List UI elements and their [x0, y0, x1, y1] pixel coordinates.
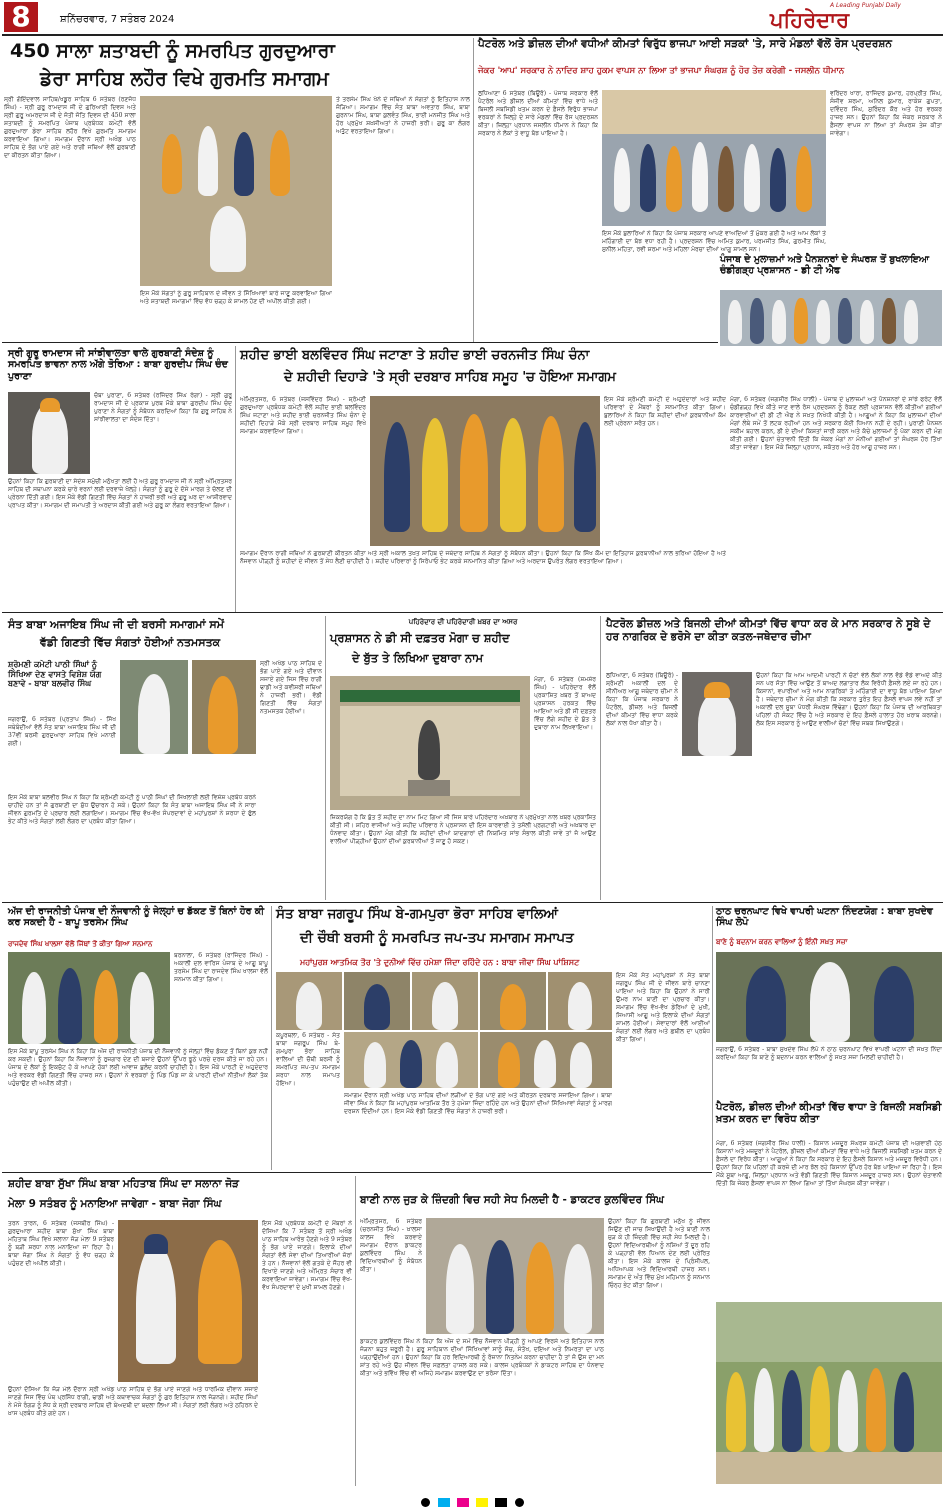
photo-jagroop-6 — [344, 1032, 478, 1088]
dateline: ਸ਼ਨਿੱਚਰਵਾਰ, 7 ਸਤੰਬਰ 2024 — [60, 14, 175, 25]
print-registration-marks — [0, 1492, 945, 1507]
article-body: ਇਸ ਮੌਕੇ ਸ਼੍ਰੋਮਣੀ ਕਮੇਟੀ ਦੇ ਅਹੁਦੇਦਾਰਾਂ ਅਤੇ ਸ਼ਹੀਦ ਪਰਿਵਾਰਾਂ ਦੇ ਮੈਂਬਰਾਂ ਨੂੰ ਸਨਮਾਨਿਤ ਕੀਤਾ ਗਿਆ। ਬੁਲਾਰਿਆਂ ਨੇ ਕਿਹਾ ਕਿ ਸ਼ਹੀਦਾਂ ਦੀਆਂ ਕੁਰਬਾਨੀਆਂ ਕੌਮ ਲਈ ਪ੍ਰੇਰਨਾ ਸਰੋਤ ਹਨ। — [604, 396, 726, 427]
subhead-thath: ਬਾਣੇ ਨੂੰ ਬਦਨਾਮ ਕਰਨ ਵਾਲਿਆਂ ਨੂੰ ਇੰਨੀ ਸਖ਼ਤ ਸਜ਼ਾ — [716, 938, 848, 946]
article-body: ਤਰਨ ਤਾਰਨ, 6 ਸਤੰਬਰ (ਜਸਬੀਰ ਸਿੰਘ) - ਗੁਰਦੁਆਰਾ ਸ਼ਹੀਦ ਬਾਬਾ ਸੁੱਖਾ ਸਿੰਘ ਬਾਬਾ ਮਹਿਤਾਬ ਸਿੰਘ ਵਿਖੇ ਸਲਾਨਾ ਜੋੜ ਮੇਲਾ 9 ਸਤੰਬਰ ਨੂੰ ਬੜੀ ਸ਼ਰਧਾ ਨਾਲ ਮਨਾਇਆ ਜਾ ਰਿਹਾ ਹੈ। ਬਾਬਾ ਜੋਗਾ ਸਿੰਘ ਨੇ ਸੰਗਤਾਂ ਨੂੰ ਵੱਧ ਚੜ੍ਹ ਕੇ ਪਹੁੰਚਣ ਦੀ ਅਪੀਲ ਕੀਤੀ। — [8, 1220, 114, 1267]
headline-jagroop-1: ਸੰਤ ਬਾਬਾ ਜਗਰੂਪ ਸਿੰਘ ਬੇ-ਗਮਪੁਰਾ ਭੋਰਾ ਸਾਹਿਬ ਵਾਲਿਆਂ — [276, 906, 558, 922]
kicker-moga: ਪਹਿਰੇਦਾਰ ਦੀ ਪਹਿਰੇਦਾਰੀ ਖ਼ਬਰ ਦਾ ਅਸਰ — [408, 618, 518, 626]
section-rule — [2, 902, 943, 903]
article-body: ਜ਼ਿਕਰਯੋਗ ਹੈ ਕਿ ਬੁੱਤ ਤੋਂ ਸ਼ਹੀਦ ਦਾ ਨਾਮ ਮਿਟ ਗਿਆ ਸੀ ਜਿਸ ਬਾਰੇ ਪਹਿਰੇਦਾਰ ਅਖ਼ਬਾਰ ਨੇ ਪ੍ਰਮੁੱਖਤਾ ਨਾਲ ਖ਼ਬਰ ਪ੍ਰਕਾਸ਼ਿਤ ਕੀਤੀ ਸੀ। ਸ਼ਹਿਰ ਵਾਸੀਆਂ ਅਤੇ ਸ਼ਹੀਦ ਪਰਿਵਾਰ ਨੇ ਪ੍ਰਸ਼ਾਸਨ ਦੀ ਇਸ ਕਾਰਵਾਈ ਤੇ ਤਸੱਲੀ ਪ੍ਰਗਟਾਈ ਅਤੇ ਅਖ਼ਬਾਰ ਦਾ ਧੰਨਵਾਦ ਕੀਤਾ। ਉਹਨਾਂ ਮੰਗ ਕੀਤੀ ਕਿ ਸ਼ਹੀਦਾਂ ਦੀਆਂ ਯਾਦਗਾਰਾਂ ਦੀ ਨਿਯਮਿਤ ਸਾਂਭ ਸੰਭਾਲ ਕੀਤੀ ਜਾਵੇ ਤਾਂ ਜੋ ਆਉਣ ਵਾਲੀਆਂ ਪੀੜ੍ਹੀਆਂ ਉਹਨਾਂ ਦੀਆਂ ਕੁਰਬਾਨੀਆਂ ਤੋਂ ਜਾਣੂ ਹੋ ਸਕਣ। — [330, 814, 596, 845]
section-rule — [2, 1172, 712, 1173]
article-body: ਮੋਗਾ, 6 ਸਤੰਬਰ (ਜਗਸੀਰ ਸਿੰਘ ਧਾਲੀ) - ਪੰਜਾਬ ਦੇ ਮੁਲਾਜ਼ਮਾਂ ਅਤੇ ਪੈਨਸ਼ਨਰਾਂ ਦੇ ਸਾਂਝੇ ਫਰੰਟ ਵੱਲੋਂ ਚੰਡੀਗੜ੍ਹ ਵਿਖੇ ਕੀਤੇ ਜਾਣ ਵਾਲੇ ਰੋਸ ਪ੍ਰਦਰਸ਼ਨ ਨੂੰ ਰੋਕਣ ਲਈ ਪ੍ਰਸ਼ਾਸਨ ਵੱਲੋਂ ਕੀਤੀਆਂ ਗਈਆਂ ਕਾਰਵਾਈਆਂ ਦੀ ਡੀ ਟੀ ਐਫ ਨੇ ਸਖ਼ਤ ਨਿਖੇਧੀ ਕੀਤੀ ਹੈ। ਆਗੂਆਂ ਨੇ ਕਿਹਾ ਕਿ ਮੁਲਾਜ਼ਮਾਂ ਦੀਆਂ ਮੰਗਾਂ ਲੰਬੇ ਸਮੇਂ ਤੋਂ ਲਟਕ ਰਹੀਆਂ ਹਨ ਅਤੇ ਸਰਕਾਰ ਕੋਈ ਧਿਆਨ ਨਹੀਂ ਦੇ ਰਹੀ। ਪੁਰਾਣੀ ਪੈਨਸ਼ਨ ਸਕੀਮ ਬਹਾਲ ਕਰਨ, ਡੀ ਏ ਦੀਆਂ ਕਿਸ਼ਤਾਂ ਜਾਰੀ ਕਰਨ ਅਤੇ ਕੱਚੇ ਮੁਲਾਜ਼ਮਾਂ ਨੂੰ ਪੱਕਾ ਕਰਨ ਦੀ ਮੰਗ ਕੀਤੀ ਗਈ। ਉਹਨਾਂ ਚੇਤਾਵਨੀ ਦਿੱਤੀ ਕਿ ਜੇਕਰ ਮੰਗਾਂ ਨਾ ਮੰਨੀਆਂ ਗਈਆਂ ਤਾਂ ਸੰਘਰਸ਼ ਹੋਰ ਤਿੱਖਾ ਕੀਤਾ ਜਾਵੇਗਾ। ਇਸ ਮੌਕੇ ਜ਼ਿਲ੍ਹਾ ਪ੍ਰਧਾਨ, ਸਕੱਤਰ ਅਤੇ ਹੋਰ ਆਗੂ ਹਾਜ਼ਰ ਸਨ। — [730, 396, 942, 451]
article-body: ਡਾਕਟਰ ਕੁਲਵਿੰਦਰ ਸਿੰਘ ਨੇ ਕਿਹਾ ਕਿ ਅੱਜ ਦੇ ਸਮੇਂ ਵਿੱਚ ਨੌਜਵਾਨ ਪੀੜ੍ਹੀ ਨੂੰ ਆਪਣੇ ਵਿਰਸੇ ਅਤੇ ਇਤਿਹਾਸ ਨਾਲ ਜੋੜਨਾ ਬਹੁਤ ਜ਼ਰੂਰੀ ਹੈ। ਗੁਰੂ ਸਾਹਿਬਾਨ ਦੀਆਂ ਸਿੱਖਿਆਵਾਂ ਸਾਨੂੰ ਸੱਚ, ਸੰਤੋਖ, ਦਇਆ ਅਤੇ ਨਿਮਰਤਾ ਦਾ ਪਾਠ ਪੜ੍ਹਾਉਂਦੀਆਂ ਹਨ। ਉਹਨਾਂ ਕਿਹਾ ਕਿ ਹਰ ਵਿਦਿਆਰਥੀ ਨੂੰ ਰੋਜ਼ਾਨਾ ਨਿਤਨੇਮ ਕਰਨਾ ਚਾਹੀਦਾ ਹੈ ਤਾਂ ਜੋ ਉਸ ਦਾ ਮਨ ਸ਼ਾਂਤ ਰਹੇ ਅਤੇ ਉਹ ਜੀਵਨ ਵਿੱਚ ਸਫ਼ਲਤਾ ਹਾਸਲ ਕਰ ਸਕੇ। ਕਾਲਜ ਪ੍ਰਬੰਧਕਾਂ ਨੇ ਡਾਕਟਰ ਸਾਹਿਬ ਦਾ ਧੰਨਵਾਦ ਕੀਤਾ ਅਤੇ ਭਵਿੱਖ ਵਿੱਚ ਵੀ ਅਜਿਹੇ ਸਮਾਗਮ ਕਰਵਾਉਣ ਦਾ ਭਰੋਸਾ ਦਿੱਤਾ। — [360, 1338, 604, 1377]
article-body: ਇਸ ਮੌਕੇ ਬਾਪੂ ਤਰਸੇਮ ਸਿੰਘ ਨੇ ਕਿਹਾ ਕਿ ਅੱਜ ਦੀ ਰਾਜਨੀਤੀ ਪੰਜਾਬ ਦੀ ਨੌਜਵਾਨੀ ਨੂੰ ਜੇਲ੍ਹਾਂ ਵਿੱਚ ਡੱਕਣ ਤੋਂ ਬਿਨਾਂ ਕੁਝ ਨਹੀਂ ਕਰ ਸਕਦੀ। ਉਹਨਾਂ ਕਿਹਾ ਕਿ ਨੌਜਵਾਨਾਂ ਨੂੰ ਰੁਜ਼ਗਾਰ ਦੇਣ ਦੀ ਬਜਾਏ ਉਹਨਾਂ ਉੱਪਰ ਝੂਠੇ ਪਰਚੇ ਦਰਜ ਕੀਤੇ ਜਾ ਰਹੇ ਹਨ। ਪੰਜਾਬ ਦੇ ਲੋਕਾਂ ਨੂੰ ਇਕਜੁੱਟ ਹੋ ਕੇ ਆਪਣੇ ਹੱਕਾਂ ਲਈ ਆਵਾਜ਼ ਬੁਲੰਦ ਕਰਨੀ ਚਾਹੀਦੀ ਹੈ। ਇਸ ਮੌਕੇ ਪਾਰਟੀ ਦੇ ਅਹੁਦੇਦਾਰ ਅਤੇ ਵਰਕਰ ਵੱਡੀ ਗਿਣਤੀ ਵਿੱਚ ਹਾਜ਼ਰ ਸਨ। ਉਹਨਾਂ ਨੇ ਵਰਕਰਾਂ ਨੂੰ ਪਿੰਡ ਪਿੰਡ ਜਾ ਕੇ ਪਾਰਟੀ ਦੀਆਂ ਨੀਤੀਆਂ ਲੋਕਾਂ ਤੱਕ ਪਹੁੰਚਾਉਣ ਦੀ ਅਪੀਲ ਕੀਤੀ। — [8, 1048, 268, 1087]
article-body: ਵਰਿੰਦਰ ਖਾਰਾ, ਰਾਜਿੰਦਰ ਕੁਮਾਰ, ਹਰਪ੍ਰੀਤ ਸਿੰਘ, ਸੰਜੀਵ ਸ਼ਰਮਾ, ਅਨਿਲ ਕੁਮਾਰ, ਰਾਕੇਸ਼ ਗੁਪਤਾ, ਦਵਿੰਦਰ ਸਿੰਘ, ਸੁਰਿੰਦਰ ਕੌਰ ਅਤੇ ਹੋਰ ਵਰਕਰ ਹਾਜ਼ਰ ਸਨ। ਉਹਨਾਂ ਕਿਹਾ ਕਿ ਜੇਕਰ ਸਰਕਾਰ ਨੇ ਫ਼ੈਸਲਾ ਵਾਪਸ ਨਾ ਲਿਆ ਤਾਂ ਸੰਘਰਸ਼ ਤੇਜ਼ ਕੀਤਾ ਜਾਵੇਗਾ। — [830, 90, 942, 137]
article-body: ਚੱਬਾ ਪੁਰਾਣਾ, 6 ਸਤੰਬਰ (ਰਜਿੰਦਰ ਸਿੰਘ ਰੰਗਾ) - ਸ੍ਰੀ ਗੁਰੂ ਰਾਮਦਾਸ ਜੀ ਦੇ ਪ੍ਰਕਾਸ਼ ਪੁਰਬ ਮੌਕੇ ਬਾਬਾ ਗੁਰਦੀਪ ਸਿੰਘ ਚੰਦ ਪੁਰਾਣਾ ਨੇ ਸੰਗਤਾਂ ਨੂੰ ਸੰਬੋਧਨ ਕਰਦਿਆਂ ਕਿਹਾ ਕਿ ਗੁਰੂ ਸਾਹਿਬ ਨੇ ਸਾਂਝੀਵਾਲਤਾ ਦਾ ਸੰਦੇਸ਼ ਦਿੱਤਾ। — [94, 392, 232, 423]
subhead-petrol-bjp: ਜੇਕਰ 'ਆਪ' ਸਰਕਾਰ ਨੇ ਨਾਦਿਰ ਸ਼ਾਹ ਹੁਕਮ ਵਾਪਸ ਨਾ ਲਿਆ ਤਾਂ ਭਾਜਪਾ ਸੰਘਰਸ਼ ਨੂੰ ਹੋਰ ਤੇਜ਼ ਕਰੇਗੀ - ਜਸਲੀਨ ਧੀਮਾਨ — [478, 66, 845, 76]
photo-dc-office-moga — [330, 676, 530, 810]
subhead-youth: ਰਾਜਦੇਵ ਸਿੰਘ ਖਾਲਸਾ ਵੱਲੋਂ ਜਿੱਥਾਂ ਤੋਂ ਕੀਤਾ ਗਿਆ ਸਨਮਾਨ — [8, 940, 153, 948]
article-body: ਇਸ ਮੌਕੇ ਪ੍ਰਬੰਧਕ ਕਮੇਟੀ ਦੇ ਮੈਂਬਰਾਂ ਨੇ ਦੱਸਿਆ ਕਿ 7 ਸਤੰਬਰ ਤੋਂ ਸ੍ਰੀ ਅਖੰਡ ਪਾਠ ਸਾਹਿਬ ਆਰੰਭ ਹੋਣਗੇ ਅਤੇ 9 ਸਤੰਬਰ ਨੂੰ ਭੋਗ ਪਾਏ ਜਾਣਗੇ। ਇਲਾਕੇ ਦੀਆਂ ਸੰਗਤਾਂ ਵੱਲੋਂ ਸੇਵਾ ਦੀਆਂ ਤਿਆਰੀਆਂ ਜ਼ੋਰਾਂ ਤੇ ਹਨ। ਨੌਜਵਾਨਾਂ ਵੱਲੋਂ ਗਤਕੇ ਦੇ ਜੌਹਰ ਵੀ ਦਿਖਾਏ ਜਾਣਗੇ ਅਤੇ ਅੰਮ੍ਰਿਤ ਸੰਚਾਰ ਵੀ ਕਰਵਾਇਆ ਜਾਵੇਗਾ। ਸਮਾਗਮ ਵਿੱਚ ਵੱਖ-ਵੱਖ ਸੰਪਰਦਾਵਾਂ ਦੇ ਮੁਖੀ ਸ਼ਾਮਲ ਹੋਣਗੇ। — [262, 1220, 352, 1291]
column-divider — [473, 38, 474, 342]
article-body: ਉਹਨਾਂ ਕਿਹਾ ਕਿ ਆਮ ਆਦਮੀ ਪਾਰਟੀ ਨੇ ਚੋਣਾਂ ਵੇਲੇ ਲੋਕਾਂ ਨਾਲ ਵੱਡੇ ਵੱਡੇ ਵਾਅਦੇ ਕੀਤੇ ਸਨ ਪਰ ਸੱਤਾ ਵਿੱਚ ਆਉਣ ਤੋਂ ਬਾਅਦ ਲਗਾਤਾਰ ਲੋਕ ਵਿਰੋਧੀ ਫ਼ੈਸਲੇ ਲਏ ਜਾ ਰਹੇ ਹਨ। ਕਿਸਾਨਾਂ, ਵਪਾਰੀਆਂ ਅਤੇ ਆਮ ਨਾਗਰਿਕਾਂ ਤੇ ਮਹਿੰਗਾਈ ਦਾ ਵਾਧੂ ਬੋਝ ਪਾਇਆ ਗਿਆ ਹੈ। ਜਥੇਦਾਰ ਚੀਮਾ ਨੇ ਮੰਗ ਕੀਤੀ ਕਿ ਸਰਕਾਰ ਤੁਰੰਤ ਇਹ ਫ਼ੈਸਲੇ ਵਾਪਸ ਲਵੇ ਨਹੀਂ ਤਾਂ ਅਕਾਲੀ ਦਲ ਸੂਬਾ ਪੱਧਰੀ ਸੰਘਰਸ਼ ਵਿੱਢੇਗਾ। ਉਹਨਾਂ ਕਿਹਾ ਕਿ ਪੰਜਾਬ ਦੀ ਆਰਥਿਕਤਾ ਪਹਿਲਾਂ ਹੀ ਸੰਕਟ ਵਿੱਚ ਹੈ ਅਤੇ ਸਰਕਾਰ ਦੇ ਇਹ ਫ਼ੈਸਲੇ ਹਾਲਾਤ ਹੋਰ ਖ਼ਰਾਬ ਕਰਨਗੇ। ਲੋਕ ਇਸ ਸਰਕਾਰ ਨੂੰ ਆਉਣ ਵਾਲੀਆਂ ਚੋਣਾਂ ਵਿੱਚ ਸਬਕ ਸਿਖਾਉਣਗੇ। — [756, 672, 942, 727]
photo-baba-gurdeep — [8, 392, 90, 474]
subhead-jagroop: ਮਹਾਂਪੁਰਸ਼ ਆਤਮਿਕ ਤੌਰ 'ਤੇ ਦੁਨੀਆਂ ਵਿੱਚ ਹਮੇਸ਼ਾ ਜਿੰਦਾ ਰਹਿੰਦੇ ਹਨ : ਬਾਬਾ ਜੀਵਾ ਸਿੰਘ ਪਾਂਸ਼ਿਸਟ — [300, 958, 580, 967]
newspaper-logo: ਪਹਿਰੇਦਾਰ — [770, 8, 850, 32]
headline-ajaib-2: ਵੱਡੀ ਗਿਣਤੀ ਵਿੱਚ ਸੰਗਤਾਂ ਹੋਈਆਂ ਨਤਮਸਤਕ — [40, 636, 221, 649]
article-body: ਲੁਧਿਆਣਾ, 6 ਸਤੰਬਰ (ਬਿਊਰੋ) - ਸ਼੍ਰੋਮਣੀ ਅਕਾਲੀ ਦਲ ਦੇ ਸੀਨੀਅਰ ਆਗੂ ਜਥੇਦਾਰ ਚੀਮਾ ਨੇ ਕਿਹਾ ਕਿ ਪੰਜਾਬ ਸਰਕਾਰ ਨੇ ਪੈਟਰੋਲ, ਡੀਜ਼ਲ ਅਤੇ ਬਿਜਲੀ ਦੀਆਂ ਕੀਮਤਾਂ ਵਿੱਚ ਵਾਧਾ ਕਰਕੇ ਲੋਕਾਂ ਨਾਲ ਧੋਖਾ ਕੀਤਾ ਹੈ। — [606, 672, 678, 727]
headline-jagroop-2: ਦੀ ਚੌਥੀ ਬਰਸੀ ਨੂੰ ਸਮਰਪਿਤ ਜਪ-ਤਪ ਸਮਾਗਮ ਸਮਾਪਤ — [300, 930, 574, 946]
headline-shaheed-1: ਸ਼ਹੀਦ ਭਾਈ ਬਲਵਿੰਦਰ ਸਿੰਘ ਜਟਾਣਾ ਤੇ ਸ਼ਹੀਦ ਭਾਈ ਚਰਨਜੀਤ ਸਿੰਘ ਚੰਨਾ — [240, 348, 590, 363]
column-divider — [235, 346, 236, 612]
photo-ajaib-2 — [192, 660, 256, 754]
photo-jagroop-4 — [480, 972, 546, 1030]
section-rule — [2, 342, 718, 343]
photo-jagroop-1 — [276, 972, 342, 1030]
article-body: ਕਪੂਰਥਲਾ, 6 ਸਤੰਬਰ - ਸੰਤ ਬਾਬਾ ਜਗਰੂਪ ਸਿੰਘ ਬੇ-ਗਮਪੁਰਾ ਭੋਰਾ ਸਾਹਿਬ ਵਾਲਿਆਂ ਦੀ ਚੌਥੀ ਬਰਸੀ ਨੂੰ ਸਮਰਪਿਤ ਜਪ-ਤਪ ਸਮਾਗਮ ਸ਼ਰਧਾ ਨਾਲ ਸਮਾਪਤ ਹੋਇਆ। — [276, 1032, 340, 1087]
article-body: ਇਸ ਮੌਕੇ ਬੁਲਾਰਿਆਂ ਨੇ ਕਿਹਾ ਕਿ ਪੰਜਾਬ ਸਰਕਾਰ ਆਪਣੇ ਵਾਅਦਿਆਂ ਤੋਂ ਮੁੱਕਰ ਗਈ ਹੈ ਅਤੇ ਆਮ ਲੋਕਾਂ ਤੇ ਮਹਿੰਗਾਈ ਦਾ ਬੋਝ ਵਧਾ ਰਹੀ ਹੈ। ਪ੍ਰਦਰਸ਼ਨ ਵਿੱਚ ਅਮਿਤ ਕੁਮਾਰ, ਪਰਮਜੀਤ ਸਿੰਘ, ਗੁਰਮੀਤ ਸਿੰਘ, ਸੁਨੀਲ ਮਹਿਤਾ, ਰਵੀ ਸ਼ਰਮਾ ਅਤੇ ਮਹਿਲਾ ਮੋਰਚਾ ਦੀਆਂ ਆਗੂ ਸ਼ਾਮਲ ਸਨ। — [602, 230, 826, 253]
column-divider — [325, 616, 326, 900]
headline-shaheed-2: ਦੇ ਸ਼ਹੀਦੀ ਦਿਹਾੜੇ 'ਤੇ ਸ੍ਰੀ ਦਰਬਾਰ ਸਾਹਿਬ ਸਮੂਹ 'ਚ ਹੋਇਆ ਸਮਾਗਮ — [284, 370, 616, 385]
masthead-rule — [2, 34, 943, 36]
article-body: ਤੇ ਤਰਸੇਮ ਸਿੰਘ ਖੰਨੇ ਦੇ ਜਥਿਆਂ ਨੇ ਸੰਗਤਾਂ ਨੂੰ ਇਤਿਹਾਸ ਨਾਲ ਜੋੜਿਆ। ਸਮਾਗਮ ਵਿੱਚ ਸੰਤ ਬਾਬਾ ਅਵਤਾਰ ਸਿੰਘ, ਬਾਬਾ ਗੁਰਨਾਮ ਸਿੰਘ, ਬਾਬਾ ਕੁਲਵੰਤ ਸਿੰਘ, ਭਾਈ ਮਨਜੀਤ ਸਿੰਘ ਅਤੇ ਹੋਰ ਪ੍ਰਮੁੱਖ ਸ਼ਖ਼ਸੀਅਤਾਂ ਨੇ ਹਾਜ਼ਰੀ ਭਰੀ। ਗੁਰੂ ਕਾ ਲੰਗਰ ਅਤੁੱਟ ਵਰਤਾਇਆ ਗਿਆ। — [336, 96, 470, 135]
column-divider — [600, 616, 601, 900]
headline-sukha-1: ਸ਼ਹੀਦ ਬਾਬਾ ਸੁੱਖਾ ਸਿੰਘ ਬਾਬਾ ਮਹਿਤਾਬ ਸਿੰਘ ਦਾ ਸਲਾਨਾ ਜੋੜ — [8, 1178, 240, 1190]
photo-gurdwara-stage — [140, 96, 332, 286]
article-body: ਇਸ ਮੌਕੇ ਸੰਗਤਾਂ ਨੂੰ ਗੁਰੂ ਸਾਹਿਬਾਨ ਦੇ ਜੀਵਨ ਤੇ ਸਿੱਖਿਆਵਾਂ ਬਾਰੇ ਜਾਣੂ ਕਰਵਾਇਆ ਗਿਆ ਅਤੇ ਸ਼ਤਾਬਦੀ ਸਮਾਗਮਾਂ ਵਿੱਚ ਵੱਧ ਚੜ੍ਹ ਕੇ ਸ਼ਾਮਲ ਹੋਣ ਦੀ ਅਪੀਲ ਕੀਤੀ ਗਈ। — [140, 290, 332, 305]
headline-protest: ਪੈਟਰੋਲ, ਡੀਜ਼ਲ ਦੀਆਂ ਕੀਮਤਾਂ ਵਿੱਚ ਵਾਧਾ ਤੇ ਬਿਜਲੀ ਸਬਸਿਡੀ ਖ਼ਤਮ ਕਰਨ ਦਾ ਵਿਰੋਧ ਕੀਤਾ — [716, 1102, 942, 1125]
article-body: ਜਗਰਾਉਂ, 6 ਸਤੰਬਰ - ਬਾਬਾ ਸੁਖਦੇਵ ਸਿੰਘ ਲੋਪੋ ਨੇ ਠਾਠ ਚਰਨਘਾਟ ਵਿਖੇ ਵਾਪਰੀ ਘਟਨਾ ਦੀ ਸਖ਼ਤ ਨਿੰਦਾ ਕਰਦਿਆਂ ਕਿਹਾ ਕਿ ਬਾਣੇ ਨੂੰ ਬਦਨਾਮ ਕਰਨ ਵਾਲਿਆਂ ਨੂੰ ਸਖ਼ਤ ਸਜ਼ਾ ਮਿਲਣੀ ਚਾਹੀਦੀ ਹੈ। — [716, 1046, 942, 1061]
photo-shaheed-samagam — [370, 396, 600, 546]
article-body: ਲੁਧਿਆਣਾ 6 ਸਤੰਬਰ (ਬਿਊਰੋ) - ਪੰਜਾਬ ਸਰਕਾਰ ਵੱਲੋਂ ਪੈਟਰੋਲ ਅਤੇ ਡੀਜ਼ਲ ਦੀਆਂ ਕੀਮਤਾਂ ਵਿੱਚ ਵਾਧੇ ਅਤੇ ਬਿਜਲੀ ਸਬਸਿਡੀ ਖ਼ਤਮ ਕਰਨ ਦੇ ਫ਼ੈਸਲੇ ਵਿਰੁੱਧ ਭਾਜਪਾ ਵਰਕਰਾਂ ਨੇ ਜ਼ਿਲ੍ਹੇ ਦੇ ਸਾਰੇ ਮੰਡਲਾਂ ਵਿੱਚ ਰੋਸ ਪ੍ਰਦਰਸ਼ਨ ਕੀਤਾ। ਜ਼ਿਲ੍ਹਾ ਪ੍ਰਧਾਨ ਜਸਲੀਨ ਧੀਮਾਨ ਨੇ ਕਿਹਾ ਕਿ ਸਰਕਾਰ ਨੇ ਲੋਕਾਂ ਤੇ ਵਾਧੂ ਬੋਝ ਪਾਇਆ ਹੈ। — [478, 90, 598, 137]
photo-jagroop-2 — [344, 972, 410, 1030]
photo-jathedar-cheema — [682, 672, 752, 756]
headline-employees-wide: ਪੰਜਾਬ ਦੇ ਮੁਲਾਜ਼ਮਾਂ ਅਤੇ ਪੈਨਸ਼ਨਰਾਂ ਦੇ ਸੰਘਰਸ਼ ਤੋਂ ਬੁਖਲਾਇਆ ਚੰਡੀਗੜ੍ਹ ਪ੍ਰਸ਼ਾਸਨ - ਡੀ ਟੀ ਐਫ — [720, 254, 930, 277]
photo-baba-sukhdev — [716, 952, 942, 1042]
photo-farmers-protest — [716, 1302, 942, 1484]
photo-employees-group — [720, 290, 942, 346]
page-number: 8 — [11, 0, 31, 33]
headline-youth: ਅੱਜ ਦੀ ਰਾਜਨੀਤੀ ਪੰਜਾਬ ਦੀ ਨੌਜਵਾਨੀ ਨੂੰ ਜੇਲ੍ਹਾਂ ਚ ਡੱਕਣ ਤੋਂ ਬਿਨਾਂ ਹੋਰ ਕੀ ਕਰ ਸਕਦੀ ਹੈ - ਬਾਪੂ ਤਰਸੇਮ ਸਿੰਘ — [8, 906, 265, 929]
photo-bjp-protest — [602, 90, 826, 226]
photo-baba-joga — [118, 1220, 258, 1382]
article-body: ਸ੍ਰੀ ਗੋਇੰਦਵਾਲ ਸਾਹਿਬ/ਖਡੂਰ ਸਾਹਿਬ 6 ਸਤੰਬਰ (ਰਣਜੋਧ ਸਿੰਘ) - ਸ੍ਰੀ ਗੁਰੂ ਰਾਮਦਾਸ ਜੀ ਦੇ ਗੁਰਿਆਈ ਦਿਵਸ ਅਤੇ ਸ੍ਰੀ ਗੁਰੂ ਅਮਰਦਾਸ ਜੀ ਦੇ ਜੋਤੀ ਜੋਤਿ ਦਿਵਸ ਦੀ 450 ਸਾਲਾ ਸ਼ਤਾਬਦੀ ਨੂੰ ਸਮਰਪਿਤ ਪੰਜਾਬ ਪ੍ਰਬੰਧਕ ਕਮੇਟੀ ਵੱਲੋਂ ਗੁਰਦੁਆਰਾ ਡੇਰਾ ਸਾਹਿਬ ਲਹੌਰ ਵਿਖੇ ਗੁਰਮਤਿ ਸਮਾਗਮ ਕਰਵਾਇਆ ਗਿਆ। ਸਮਾਗਮ ਦੌਰਾਨ ਸ੍ਰੀ ਅਖੰਡ ਪਾਠ ਸਾਹਿਬ ਦੇ ਭੋਗ ਪਾਏ ਗਏ ਅਤੇ ਰਾਗੀ ਜਥਿਆਂ ਵੱਲੋਂ ਗੁਰਬਾਣੀ ਦਾ ਕੀਰਤਨ ਕੀਤਾ ਗਿਆ। — [4, 96, 136, 159]
headline-sukha-2: ਮੇਲਾ 9 ਸਤੰਬਰ ਨੂੰ ਮਨਾਇਆ ਜਾਵੇਗਾ - ਬਾਬਾ ਜੋਗਾ ਸਿੰਘ — [8, 1198, 222, 1210]
photo-dr-kulwinder — [426, 1218, 604, 1334]
article-body: ਅੰਮ੍ਰਿਤਸਰ, 6 ਸਤੰਬਰ (ਜਸਵਿੰਦਰ ਸਿੰਘ) - ਸ਼੍ਰੋਮਣੀ ਗੁਰਦੁਆਰਾ ਪ੍ਰਬੰਧਕ ਕਮੇਟੀ ਵੱਲੋਂ ਸ਼ਹੀਦ ਭਾਈ ਬਲਵਿੰਦਰ ਸਿੰਘ ਜਟਾਣਾ ਅਤੇ ਸ਼ਹੀਦ ਭਾਈ ਚਰਨਜੀਤ ਸਿੰਘ ਚੰਨਾ ਦੇ ਸ਼ਹੀਦੀ ਦਿਹਾੜੇ ਮੌਕੇ ਸ੍ਰੀ ਦਰਬਾਰ ਸਾਹਿਬ ਸਮੂਹ ਵਿਖੇ ਸਮਾਗਮ ਕਰਵਾਇਆ ਗਿਆ। — [240, 396, 366, 435]
headline-mann: ਪੈਟਰੋਲ ਡੀਜ਼ਲ ਅਤੇ ਬਿਜਲੀ ਦੀਆਂ ਕੀਮਤਾਂ ਵਿੱਚ ਵਾਧਾ ਕਰ ਕੇ ਮਾਨ ਸਰਕਾਰ ਨੇ ਸੂਬੇ ਦੇ ਹਰ ਨਾਗਰਿਕ ਦੇ ਭਰੋਸੇ ਦਾ ਕੀਤਾ ਕਤਲ-ਜਥੇਦਾਰ ਚੀਮਾ — [606, 618, 931, 643]
column-divider — [271, 906, 272, 1170]
masthead — [0, 0, 945, 36]
article-body: ਜਗਰਾਉਂ, 6 ਸਤੰਬਰ (ਪ੍ਰਤਾਪ ਸਿੰਘ) - ਸਿੱਖ ਜਥੇਬੰਦੀਆਂ ਵੱਲੋਂ ਸੰਤ ਬਾਬਾ ਅਜਾਇਬ ਸਿੰਘ ਜੀ ਦੀ 37ਵੀਂ ਬਰਸੀ ਗੁਰਦੁਆਰਾ ਸਾਹਿਬ ਵਿਖੇ ਮਨਾਈ ਗਈ। — [8, 716, 116, 747]
article-body: ਸ੍ਰੀ ਅਖੰਡ ਪਾਠ ਸਾਹਿਬ ਦੇ ਭੋਗ ਪਾਏ ਗਏ ਅਤੇ ਦੀਵਾਨ ਸਜਾਏ ਗਏ ਜਿਸ ਵਿੱਚ ਰਾਗੀ ਢਾਡੀ ਅਤੇ ਕਵੀਸ਼ਰੀ ਜਥਿਆਂ ਨੇ ਹਾਜ਼ਰੀ ਭਰੀ। ਵੱਡੀ ਗਿਣਤੀ ਵਿੱਚ ਸੰਗਤਾਂ ਨਤਮਸਤਕ ਹੋਈਆਂ। — [260, 660, 322, 715]
headline-moga-1: ਪ੍ਰਸ਼ਾਸਨ ਨੇ ਡੀ ਸੀ ਦਫ਼ਤਰ ਮੋਗਾ ਚ ਸ਼ਹੀਦ — [330, 631, 510, 645]
photo-jagroop-5 — [548, 972, 612, 1030]
article-body: ਬਰਨਾਲਾ, 6 ਸਤੰਬਰ (ਰਾਜਿੰਦਰ ਸਿੰਘ) - ਅਕਾਲੀ ਦਲ ਵਾਰਿਸ ਪੰਜਾਬ ਦੇ ਆਗੂ ਬਾਪੂ ਤਰਸੇਮ ਸਿੰਘ ਦਾ ਰਾਜਦੇਵ ਸਿੰਘ ਖਾਲਸਾ ਵੱਲੋਂ ਸਨਮਾਨ ਕੀਤਾ ਗਿਆ। — [174, 952, 268, 983]
headline-moga-2: ਦੇ ਬੁੱਤ ਤੇ ਲਿਖਿਆ ਦੁਬਾਰਾ ਨਾਮ — [352, 651, 484, 665]
article-body: ਸਮਾਗਮ ਦੌਰਾਨ ਰਾਗੀ ਜਥਿਆਂ ਨੇ ਗੁਰਬਾਣੀ ਕੀਰਤਨ ਕੀਤਾ ਅਤੇ ਸ੍ਰੀ ਅਕਾਲ ਤਖ਼ਤ ਸਾਹਿਬ ਦੇ ਜਥੇਦਾਰ ਸਾਹਿਬ ਨੇ ਸੰਗਤਾਂ ਨੂੰ ਸੰਬੋਧਨ ਕੀਤਾ। ਉਹਨਾਂ ਕਿਹਾ ਕਿ ਸਿੱਖ ਕੌਮ ਦਾ ਇਤਿਹਾਸ ਕੁਰਬਾਨੀਆਂ ਨਾਲ ਭਰਿਆ ਹੋਇਆ ਹੈ ਅਤੇ ਨੌਜਵਾਨ ਪੀੜ੍ਹੀ ਨੂੰ ਸ਼ਹੀਦਾਂ ਦੇ ਜੀਵਨ ਤੋਂ ਸੇਧ ਲੈਣੀ ਚਾਹੀਦੀ ਹੈ। ਸ਼ਹੀਦ ਪਰਿਵਾਰਾਂ ਨੂੰ ਸਿਰੋਪਾਓ ਭੇਟ ਕਰਕੇ ਸਨਮਾਨਿਤ ਕੀਤਾ ਗਿਆ ਅਤੇ ਅਰਦਾਸ ਉਪਰੰਤ ਲੰਗਰ ਵਰਤਾਇਆ ਗਿਆ। — [240, 550, 726, 565]
article-body: ਮੋਗਾ, 6 ਸਤੰਬਰ (ਸ਼ਮਸ਼ੇਰ ਸਿੰਘ) - ਪਹਿਰੇਦਾਰ ਵੱਲੋਂ ਪ੍ਰਕਾਸ਼ਿਤ ਖ਼ਬਰ ਤੋਂ ਬਾਅਦ ਪ੍ਰਸ਼ਾਸਨ ਹਰਕਤ ਵਿੱਚ ਆਇਆ ਅਤੇ ਡੀ ਸੀ ਦਫ਼ਤਰ ਵਿੱਚ ਲੱਗੇ ਸ਼ਹੀਦ ਦੇ ਬੁੱਤ ਤੇ ਦੁਬਾਰਾ ਨਾਮ ਲਿਖਵਾਇਆ। — [534, 676, 596, 731]
article-body: ਮੋਗਾ, 6 ਸਤੰਬਰ (ਜਗਸੀਰ ਸਿੰਘ ਧਾਲੀ) - ਕਿਸਾਨ ਮਜ਼ਦੂਰ ਸੰਘਰਸ਼ ਕਮੇਟੀ ਪੰਜਾਬ ਦੀ ਅਗਵਾਈ ਹੇਠ ਕਿਸਾਨਾਂ ਅਤੇ ਮਜ਼ਦੂਰਾਂ ਨੇ ਪੈਟਰੋਲ, ਡੀਜ਼ਲ ਦੀਆਂ ਕੀਮਤਾਂ ਵਿੱਚ ਵਾਧੇ ਅਤੇ ਬਿਜਲੀ ਸਬਸਿਡੀ ਖ਼ਤਮ ਕਰਨ ਦੇ ਫ਼ੈਸਲੇ ਦਾ ਵਿਰੋਧ ਕੀਤਾ। ਆਗੂਆਂ ਨੇ ਕਿਹਾ ਕਿ ਸਰਕਾਰ ਦੇ ਇਹ ਫ਼ੈਸਲੇ ਕਿਸਾਨ ਅਤੇ ਮਜ਼ਦੂਰ ਵਿਰੋਧੀ ਹਨ। ਉਹਨਾਂ ਕਿਹਾ ਕਿ ਪਹਿਲਾਂ ਹੀ ਕਰਜ਼ੇ ਦੀ ਮਾਰ ਝੱਲ ਰਹੇ ਕਿਸਾਨਾਂ ਉੱਪਰ ਹੋਰ ਬੋਝ ਪਾਇਆ ਜਾ ਰਿਹਾ ਹੈ। ਇਸ ਮੌਕੇ ਸੂਬਾ ਆਗੂ, ਜ਼ਿਲ੍ਹਾ ਪ੍ਰਧਾਨ ਅਤੇ ਵੱਡੀ ਗਿਣਤੀ ਵਿੱਚ ਕਿਸਾਨ ਮਜ਼ਦੂਰ ਹਾਜ਼ਰ ਸਨ। ਉਹਨਾਂ ਚੇਤਾਵਨੀ ਦਿੱਤੀ ਕਿ ਜੇਕਰ ਫ਼ੈਸਲਾ ਵਾਪਸ ਨਾ ਲਿਆ ਗਿਆ ਤਾਂ ਤਿੱਖਾ ਸੰਘਰਸ਼ ਕੀਤਾ ਜਾਵੇਗਾ। — [716, 1140, 942, 1187]
photo-jagroop-3 — [412, 972, 478, 1030]
headline-ramdas: ਸ੍ਰੀ ਗੁਰੂ ਰਾਮਦਾਸ ਜੀ ਸਾਂਝੀਵਾਲਤਾ ਵਾਲੇ ਗੁਰਬਾਣੀ ਸੰਦੇਸ਼ ਨੂੰ ਸਮਰਪਿਤ ਭਾਵਨਾ ਨਾਲ ਅੱਗੇ ਤੋਰਿਆ : ਬਾਬਾ ਗੁਰਦੀਪ ਸਿੰਘ ਚੰਦ ਪੁਰਾਣਾ — [8, 348, 228, 382]
headline-thath: ਠਾਠ ਚਰਨਘਾਟ ਵਿਖੇ ਵਾਪਰੀ ਘਟਨਾ ਨਿੰਦਣਯੋਗ : ਬਾਬਾ ਸੁਖਦੇਵ ਸਿੰਘ ਲੋਪੋ — [716, 906, 933, 929]
headline-petrol-bjp: ਪੈਟਰੋਲ ਅਤੇ ਡੀਜ਼ਲ ਦੀਆਂ ਵਧੀਆਂ ਕੀਮਤਾਂ ਵਿਰੁੱਧ ਭਾਜਪਾ ਆਈ ਸੜਕਾਂ 'ਤੇ, ਸਾਰੇ ਮੰਡਲਾਂ ਵੱਲੋਂ ਰੋਸ ਪ੍ਰਦਰਸ਼ਨ — [478, 38, 892, 50]
headline-gurdwara-1: 450 ਸਾਲਾ ਸ਼ਤਾਬਦੀ ਨੂੰ ਸਮਰਪਿਤ ਗੁਰਦੁਆਰਾ — [10, 40, 335, 62]
article-body: ਇਸ ਮੌਕੇ ਬਾਬਾ ਬਲਵੀਰ ਸਿੰਘ ਨੇ ਕਿਹਾ ਕਿ ਸ਼੍ਰੋਮਣੀ ਕਮੇਟੀ ਨੂੰ ਪਾਠੀ ਸਿੰਘਾਂ ਦੀ ਸਿਖਲਾਈ ਲਈ ਵਿਸ਼ੇਸ਼ ਪ੍ਰਬੰਧ ਕਰਨੇ ਚਾਹੀਦੇ ਹਨ ਤਾਂ ਜੋ ਗੁਰਬਾਣੀ ਦਾ ਸ਼ੁੱਧ ਉਚਾਰਨ ਹੋ ਸਕੇ। ਉਹਨਾਂ ਕਿਹਾ ਕਿ ਸੰਤ ਬਾਬਾ ਅਜਾਇਬ ਸਿੰਘ ਜੀ ਨੇ ਸਾਰਾ ਜੀਵਨ ਗੁਰਮਤਿ ਦੇ ਪ੍ਰਚਾਰ ਲਈ ਲਗਾਇਆ। ਸਮਾਗਮ ਵਿੱਚ ਵੱਖ-ਵੱਖ ਸੰਪਰਦਾਵਾਂ ਦੇ ਮਹਾਂਪੁਰਸ਼ਾਂ ਨੇ ਸ਼ਰਧਾ ਦੇ ਫੁੱਲ ਭੇਟ ਕੀਤੇ ਅਤੇ ਸੰਗਤਾਂ ਲਈ ਲੰਗਰ ਦਾ ਪ੍ਰਬੰਧ ਕੀਤਾ ਗਿਆ। — [8, 794, 256, 825]
photo-bapu-tarsem — [8, 952, 170, 1044]
column-divider — [712, 906, 713, 1170]
headline-gurdwara-2: ਡੇਰਾ ਸਾਹਿਬ ਲਹੌਰ ਵਿਖੇ ਗੁਰਮਤਿ ਸਮਾਗਮ — [40, 68, 329, 90]
column-divider — [355, 1176, 356, 1486]
article-body: ਉਹਨਾਂ ਦੱਸਿਆ ਕਿ ਜੋੜ ਮੇਲੇ ਦੌਰਾਨ ਸ੍ਰੀ ਅਖੰਡ ਪਾਠ ਸਾਹਿਬ ਦੇ ਭੋਗ ਪਾਏ ਜਾਣਗੇ ਅਤੇ ਧਾਰਮਿਕ ਦੀਵਾਨ ਸਜਾਏ ਜਾਣਗੇ ਜਿਸ ਵਿੱਚ ਪੰਥ ਪ੍ਰਸਿੱਧ ਰਾਗੀ, ਢਾਡੀ ਅਤੇ ਕਥਾਵਾਚਕ ਸੰਗਤਾਂ ਨੂੰ ਗੁਰ ਇਤਿਹਾਸ ਨਾਲ ਜੋੜਨਗੇ। ਸ਼ਹੀਦ ਸਿੰਘਾਂ ਨੇ ਮੱਸੇ ਰੰਗੜ ਨੂੰ ਸੋਧ ਕੇ ਸ੍ਰੀ ਦਰਬਾਰ ਸਾਹਿਬ ਦੀ ਬੇਅਦਬੀ ਦਾ ਬਦਲਾ ਲਿਆ ਸੀ। ਸੰਗਤਾਂ ਲਈ ਲੰਗਰ ਅਤੇ ਠਹਿਰਨ ਦੇ ਖ਼ਾਸ ਪ੍ਰਬੰਧ ਕੀਤੇ ਗਏ ਹਨ। — [8, 1386, 258, 1417]
article-body: ਉਹਨਾਂ ਕਿਹਾ ਕਿ ਗੁਰਬਾਣੀ ਦਾ ਸੰਦੇਸ਼ ਸਮੁੱਚੀ ਮਨੁੱਖਤਾ ਲਈ ਹੈ ਅਤੇ ਗੁਰੂ ਰਾਮਦਾਸ ਜੀ ਨੇ ਸ੍ਰੀ ਅੰਮ੍ਰਿਤਸਰ ਸਾਹਿਬ ਦੀ ਸਥਾਪਨਾ ਕਰਕੇ ਚਾਰੇ ਵਰਨਾਂ ਲਈ ਦਰਵਾਜ਼ੇ ਖੋਲ੍ਹੇ। ਸੰਗਤਾਂ ਨੂੰ ਗੁਰੂ ਦੇ ਦੱਸੇ ਮਾਰਗ ਤੇ ਚੱਲਣ ਦੀ ਪ੍ਰੇਰਨਾ ਦਿੱਤੀ ਗਈ। ਇਸ ਮੌਕੇ ਵੱਡੀ ਗਿਣਤੀ ਵਿੱਚ ਸੰਗਤਾਂ ਨੇ ਹਾਜ਼ਰੀ ਭਰੀ ਅਤੇ ਗੁਰੂ ਘਰ ਦਾ ਆਸ਼ੀਰਵਾਦ ਪ੍ਰਾਪਤ ਕੀਤਾ। ਸਮਾਗਮ ਦੀ ਸਮਾਪਤੀ ਤੇ ਅਰਦਾਸ ਕੀਤੀ ਗਈ ਅਤੇ ਗੁਰੂ ਕਾ ਲੰਗਰ ਵਰਤਾਇਆ ਗਿਆ। — [8, 478, 232, 509]
subhead-ajaib-side: ਸ਼੍ਰੋਮਣੀ ਕਮੇਟੀ ਪਾਠੀ ਸਿੰਘਾਂ ਨੂੰ ਸਿੱਖਿਆ ਦੇਣ ਵਾਸਤੇ ਵਿਸ਼ੇਸ਼ ਯੋਗ ਬਣਾਵੇ - ਬਾਬਾ ਬਲਵੀਰ ਸਿੰਘ — [8, 660, 102, 689]
tagline: A Leading Punjabi Daily — [830, 2, 901, 9]
article-body: ਇਸ ਮੌਕੇ ਸੰਤ ਮਹਾਂਪੁਰਸ਼ਾਂ ਨੇ ਸੰਤ ਬਾਬਾ ਜਗਰੂਪ ਸਿੰਘ ਜੀ ਦੇ ਜੀਵਨ ਬਾਰੇ ਚਾਨਣਾ ਪਾਇਆ ਅਤੇ ਕਿਹਾ ਕਿ ਉਹਨਾਂ ਨੇ ਸਾਰੀ ਉਮਰ ਨਾਮ ਬਾਣੀ ਦਾ ਪ੍ਰਚਾਰ ਕੀਤਾ। ਸਮਾਗਮ ਵਿੱਚ ਵੱਖ-ਵੱਖ ਡੇਰਿਆਂ ਦੇ ਮੁਖੀ, ਸਿਆਸੀ ਆਗੂ ਅਤੇ ਇਲਾਕੇ ਦੀਆਂ ਸੰਗਤਾਂ ਸ਼ਾਮਲ ਹੋਈਆਂ। ਸੇਵਾਦਾਰਾਂ ਵੱਲੋਂ ਆਈਆਂ ਸੰਗਤਾਂ ਲਈ ਲੰਗਰ ਅਤੇ ਛਬੀਲ ਦਾ ਪ੍ਰਬੰਧ ਕੀਤਾ ਗਿਆ। — [616, 972, 710, 1043]
photo-ajaib-1 — [120, 660, 188, 754]
photo-jagroop-7 — [480, 1032, 612, 1088]
headline-ajaib-1: ਸੰਤ ਬਾਬਾ ਅਜਾਇਬ ਸਿੰਘ ਜੀ ਦੀ ਬਰਸੀ ਸਮਾਗਮਾਂ ਸਮੇਂ — [8, 618, 224, 631]
article-body: ਸਮਾਗਮ ਦੌਰਾਨ ਸ੍ਰੀ ਅਖੰਡ ਪਾਠ ਸਾਹਿਬ ਦੀਆਂ ਲੜੀਆਂ ਦੇ ਭੋਗ ਪਾਏ ਗਏ ਅਤੇ ਕੀਰਤਨ ਦਰਬਾਰ ਸਜਾਇਆ ਗਿਆ। ਬਾਬਾ ਜੀਵਾ ਸਿੰਘ ਨੇ ਕਿਹਾ ਕਿ ਮਹਾਂਪੁਰਸ਼ ਆਤਮਿਕ ਤੌਰ ਤੇ ਹਮੇਸ਼ਾ ਜਿੰਦਾ ਰਹਿੰਦੇ ਹਨ ਅਤੇ ਉਹਨਾਂ ਦੀਆਂ ਸਿੱਖਿਆਵਾਂ ਸੰਗਤਾਂ ਨੂੰ ਮਾਰਗ ਦਰਸ਼ਨ ਦਿੰਦੀਆਂ ਹਨ। ਇਸ ਮੌਕੇ ਵੱਡੀ ਗਿਣਤੀ ਵਿੱਚ ਸੰਗਤਾਂ ਨੇ ਹਾਜ਼ਰੀ ਭਰੀ। — [344, 1092, 612, 1115]
headline-bani: ਬਾਣੀ ਨਾਲ ਜੁੜ ਕੇ ਜ਼ਿੰਦਗੀ ਵਿਚ ਸਹੀ ਸੇਧ ਮਿਲਦੀ ਹੈ - ਡਾਕਟਰ ਕੁਲਵਿੰਦਰ ਸਿੰਘ — [360, 1194, 664, 1206]
article-body: ਅੰਮ੍ਰਿਤਸਰ, 6 ਸਤੰਬਰ (ਚਰਨਜੀਤ ਸਿੰਘ) - ਖ਼ਾਲਸਾ ਕਾਲਜ ਵਿਖੇ ਕਰਵਾਏ ਸਮਾਗਮ ਦੌਰਾਨ ਡਾਕਟਰ ਕੁਲਵਿੰਦਰ ਸਿੰਘ ਨੇ ਵਿਦਿਆਰਥੀਆਂ ਨੂੰ ਸੰਬੋਧਨ ਕੀਤਾ। — [360, 1218, 422, 1273]
article-body: ਉਹਨਾਂ ਕਿਹਾ ਕਿ ਗੁਰਬਾਣੀ ਮਨੁੱਖ ਨੂੰ ਜੀਵਨ ਜਿਉਣ ਦੀ ਜਾਚ ਸਿਖਾਉਂਦੀ ਹੈ ਅਤੇ ਬਾਣੀ ਨਾਲ ਜੁੜ ਕੇ ਹੀ ਜ਼ਿੰਦਗੀ ਵਿੱਚ ਸਹੀ ਸੇਧ ਮਿਲਦੀ ਹੈ। ਉਹਨਾਂ ਵਿਦਿਆਰਥੀਆਂ ਨੂੰ ਨਸ਼ਿਆਂ ਤੋਂ ਦੂਰ ਰਹਿ ਕੇ ਪੜ੍ਹਾਈ ਵੱਲ ਧਿਆਨ ਦੇਣ ਲਈ ਪ੍ਰੇਰਿਤ ਕੀਤਾ। ਇਸ ਮੌਕੇ ਕਾਲਜ ਦੇ ਪ੍ਰਿੰਸੀਪਲ, ਅਧਿਆਪਕ ਅਤੇ ਵਿਦਿਆਰਥੀ ਹਾਜ਼ਰ ਸਨ। ਸਮਾਗਮ ਦੇ ਅੰਤ ਵਿੱਚ ਮੁੱਖ ਮਹਿਮਾਨ ਨੂੰ ਸਨਮਾਨ ਚਿੰਨ੍ਹ ਭੇਟ ਕੀਤਾ ਗਿਆ। — [608, 1218, 710, 1289]
section-rule — [2, 612, 943, 613]
